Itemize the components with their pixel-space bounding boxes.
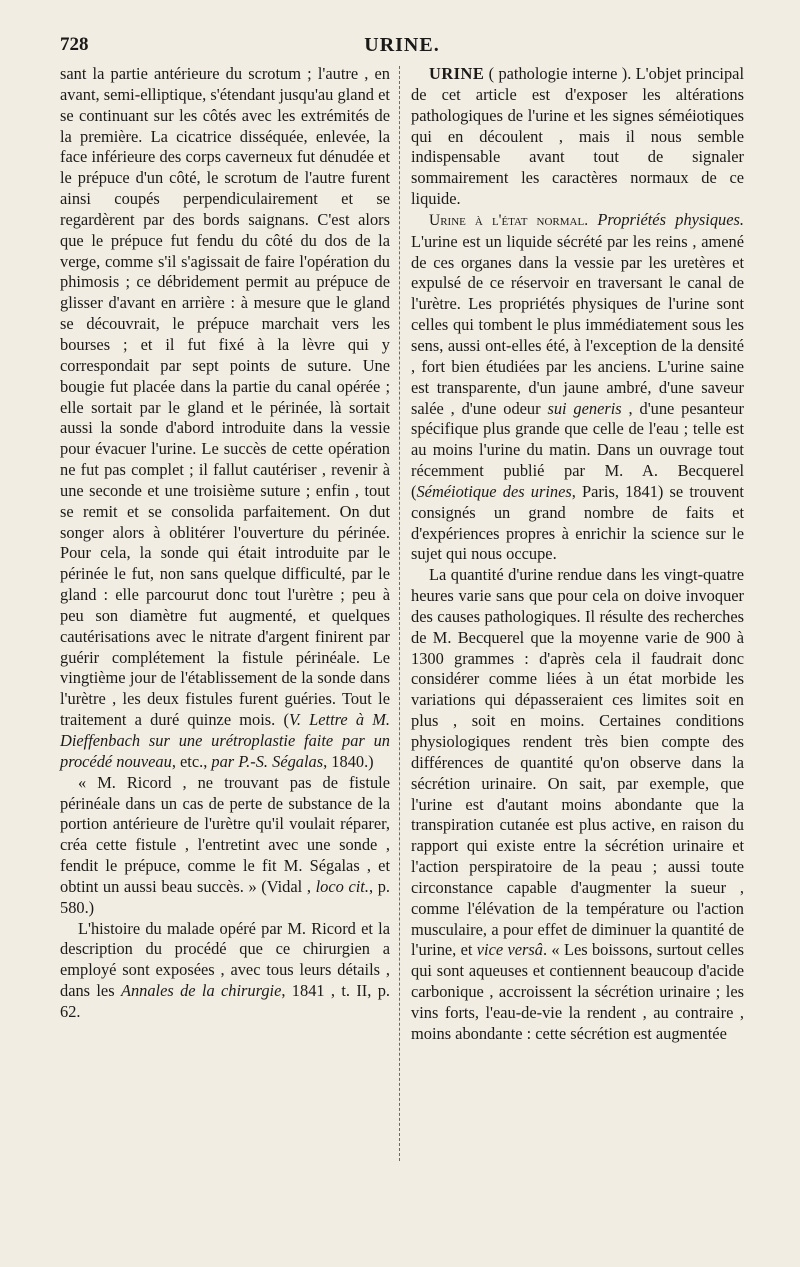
left-paragraph-3: L'histoire du malade opéré par M. Ricord et la description du procédé que ce chirurgien a employé sont exposées , avec tous leurs détails , dans les Annales de la chirurgie, 1841 , t. II, p. 62.: [60, 918, 390, 1021]
left-paragraph-2: « M. Ricord , ne trouvant pas de fistule périnéale dans un cas de perte de substance de la portion antérieure de l'urètre qu'il voulait réparer, créa cette fistule , l'entretint avec une sonde , fendit le prépuce, comme le fit M. Ségalas , et obtint un aussi beau succès. » (Vidal , loco cit., p. 580.): [60, 772, 390, 917]
section-heading: Urine à l'état normal.: [429, 211, 589, 229]
page-header: [60, 34, 744, 62]
section-subheading: Propriétés physiques.: [597, 209, 744, 229]
right-paragraph-2: La quantité d'urine rendue dans les vingt-quatre heures varie sans que pour cela on doive invoquer des causes pathologiques. Il résulte des recherches de M. Becquerel que la moyenne varie de 900 à 1300 grammes : d'après cela il faudrait donc considérer comme liées à un état morbide les variations qui dépasseraient ces limites soit en plus , soit en moins. Certaines conditions physiologiques rendent très bien compte des différences de quantité qu'on observe dans la sécrétion urinaire. On sait, par exemple, que l'urine est d'autant moins abondante que la transpiration cutanée est plus active, en raison du rapport qui existe entre la sécrétion urinaire et l'action perspiratoire de la peau ; aussi toute circonstance capable d'augmenter la sueur , comme l'élévation de la température ou l'action musculaire, a pour effet de diminuer la quantité de l'urine, et vice versâ. « Les boissons, surtout celles qui sont aqueuses et contiennent beaucoup d'acide carbonique , accroissent la sécrétion urinaire ; les vins forts, l'eau-de-vie la rendent , au contraire , moins abondante : cette sécrétion est augmentée: [411, 565, 745, 1043]
reference-author: par P.-S. Ségalas: [211, 751, 324, 771]
right-paragraph-1: Urine à l'état normal. Propriétés physiques. L'urine est un liquide sécrété par les reins , amené de ces organes dans la vessie par les uretères et expulsé de ce réservoir en traversant le canal de l'urètre. Les propriétés physiques de l'urine sont celles qui tombent le plus immédiatement sous les sens, aussi ont-elles été, à l'exception de la densité , fort bien étudiées par les anciens. L'urine saine est transparente, d'un jaune ambré, d'une saveur salée , d'une odeur sui generis , d'une pesanteur spécifique plus grande que celle de l'eau ; telle est au moins l'urine du matin. Dans un ouvrage tout récemment publié par M. A. Becquerel (Séméiotique des urines, Paris, 1841) se trouvent consignés un grand nombre de faits et d'expériences propres à enrichir la science sur le sujet qui nous occupe.: [411, 209, 744, 564]
article-title: URINE: [429, 64, 485, 83]
running-title: URINE.: [364, 34, 440, 56]
left-paragraph-1: sant la partie antérieure du scrotum ; l'autre , en avant, semi-elliptique, s'étendant jusqu'au gland et se continuant sur les côtés avec les extrémités de la première. La cicatrice disséquée, enlevée, la face inférieure des corps caverneux fut dénudée et le prépuce d'un côté, le scrotum de l'autre furent ainsi coupés perpendiculairement et se regardèrent par des bords saignans. C'est alors que le prépuce fut fendu du côté du dos de la verge, comme s'il s'agissait de faire l'opération du phimosis ; ce débridement permit au prépuce de glisser d'avant en arrière : à mesure que le gland se découvrait, le prépuce marchait vers les bourses ; et il fut fixé à la lèvre qui y correspondait par sept points de suture. Une bougie fut placée dans la partie du canal opérée ; elle sortait par le gland et le périnée, là sortait aussi la sonde d'abord introduite dans la vessie pour évacuer l'urine. Le succès de cette opération ne fut pas complet ; il fallut cautériser , revenir à une seconde et une troisième suture ; enfin , tout se remit et se consolida parfaitement. On dut songer alors à oblitérer l'ouverture du périnée. Pour cela, la sonde qui était introduite par le périnée le fut, non sans quelque difficulté, par le gland : elle parcourut donc tout l'urètre ; peu à peu son diamètre fut augmenté, et quelques cautérisations avec le nitrate d'argent finirent par guérir complétement la fistule périnéale. Le vingtième jour de l'établissement de la sonde dans l'urètre , les deux fistules furent guéries. Tout le traitement a duré quinze mois. (V. Lettre à M. Dieffenbach sur une urétroplastie faite par un procédé nouveau, etc., par P.-S. Ségalas, 1840.): [60, 64, 390, 771]
left-column: [60, 64, 390, 1023]
right-column: [411, 64, 744, 1045]
page-number: 728: [60, 34, 89, 55]
article-intro: URINE ( pathologie interne ). L'objet principal de cet article est d'exposer les altérations pathologiques de l'urine et les signes séméiotiques qui en découlent , mais il nous semble indispensable avant tout de signaler sommairement les caractères normaux de ce liquide.: [411, 64, 744, 209]
column-divider: [399, 66, 400, 1161]
reference-title: V. Lettre à M. Dieffenbach sur une urétroplastie faite par un procédé nouveau: [60, 710, 390, 771]
